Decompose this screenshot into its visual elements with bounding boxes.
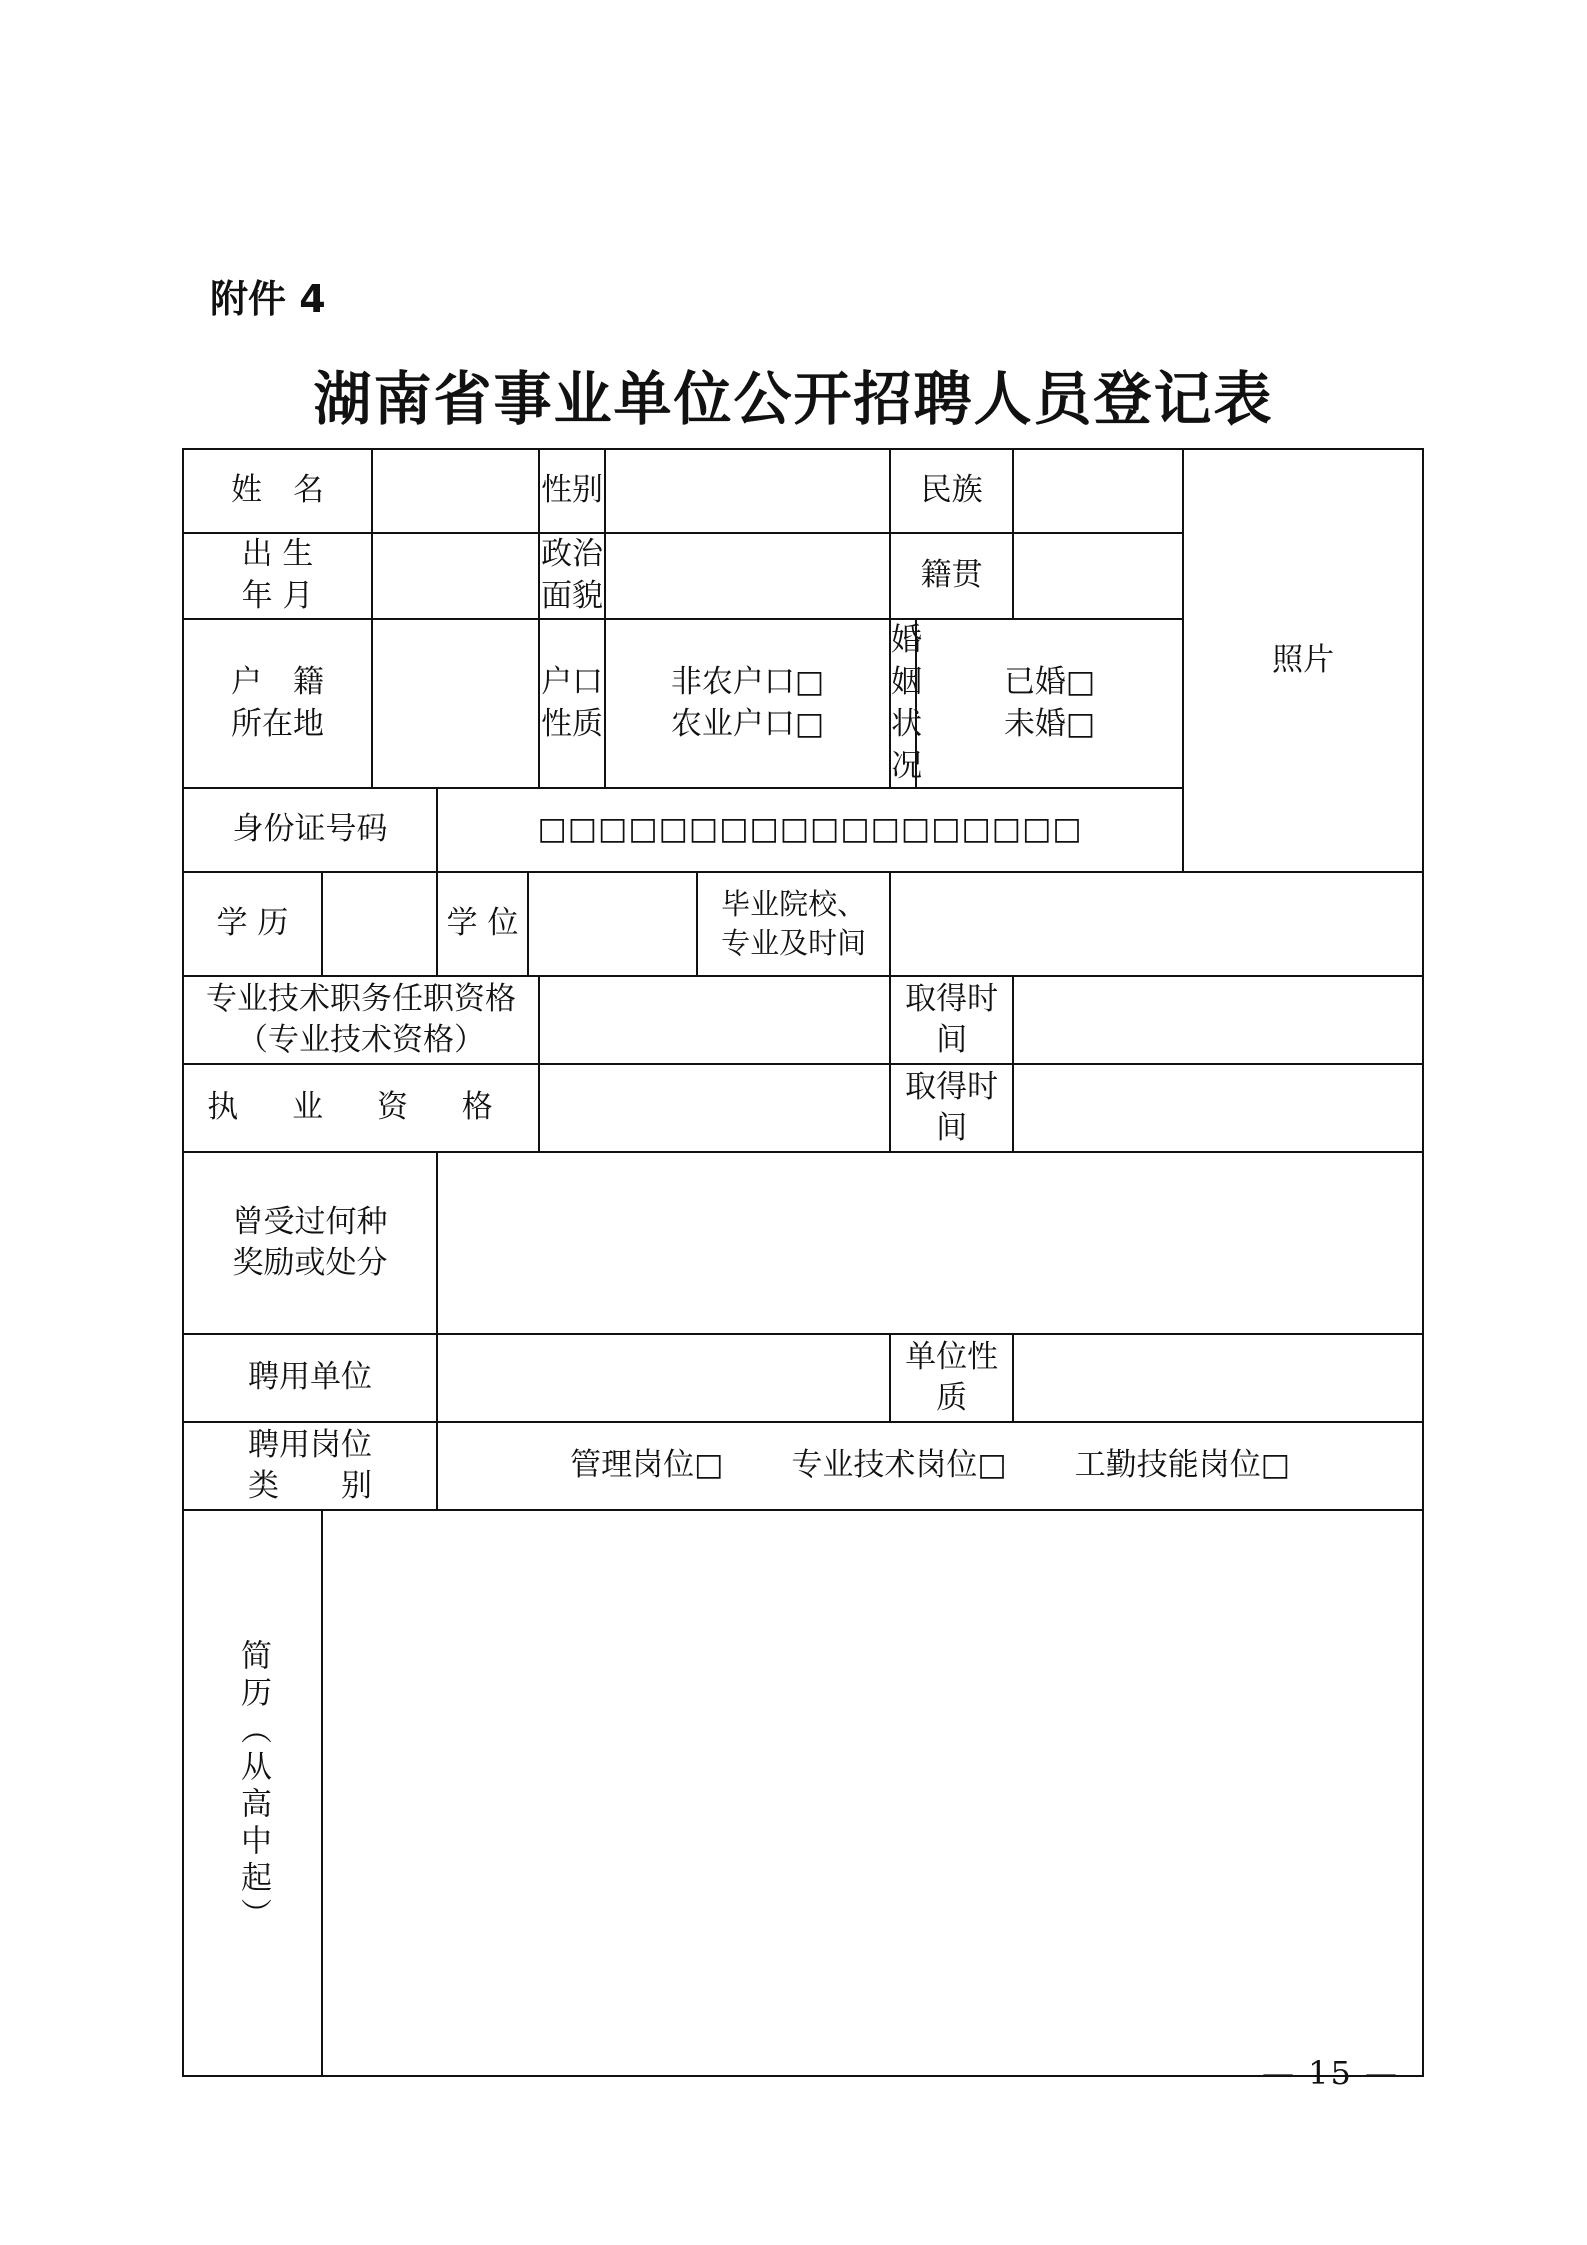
post-option-management[interactable]: 管理岗位□ xyxy=(570,1447,724,1484)
attachment-label: 附件 4 xyxy=(210,277,326,321)
rewards-field[interactable] xyxy=(437,1152,1423,1334)
obtain-time-label: 取得时间 xyxy=(890,976,1013,1064)
practice-qual-label: 执 业 资 格 xyxy=(183,1064,539,1152)
name-label: 姓 名 xyxy=(183,449,372,533)
ethnicity-label: 民族 xyxy=(890,449,1013,533)
name-field[interactable] xyxy=(372,449,539,533)
id-number-boxes: □□□□□□□□□□□□□□□□□□ xyxy=(537,811,1083,848)
obtain-time-field-2[interactable] xyxy=(1013,1064,1423,1152)
post-type-options[interactable] xyxy=(437,1422,1423,1510)
education-label: 学 历 xyxy=(183,872,322,976)
school-field[interactable] xyxy=(890,872,1423,976)
obtain-time-label-2: 取得时间 xyxy=(890,1064,1013,1152)
post-option-technical[interactable]: 专业技术岗位□ xyxy=(791,1447,1007,1484)
ethnicity-field[interactable] xyxy=(1013,449,1183,533)
photo-label: 照片 xyxy=(1272,641,1335,678)
degree-label: 学 位 xyxy=(437,872,528,976)
marital-label: 婚姻 状况 xyxy=(890,619,916,788)
marital-option-single[interactable]: 未婚□ xyxy=(1003,705,1096,742)
practice-qual-field[interactable] xyxy=(539,1064,890,1152)
gender-label: 性别 xyxy=(539,449,605,533)
school-label: 毕业院校、 专业及时间 xyxy=(697,872,890,976)
gender-field[interactable] xyxy=(605,449,890,533)
marital-options[interactable] xyxy=(916,619,1183,788)
political-label: 政治 面貌 xyxy=(539,533,605,619)
form-title: 湖南省事业单位公开招聘人员登记表 xyxy=(313,365,1274,433)
huji-field[interactable] xyxy=(372,619,539,788)
title-qual-field[interactable] xyxy=(539,976,890,1064)
employer-nature-label: 单位性质 xyxy=(890,1334,1013,1422)
birth-field[interactable] xyxy=(372,533,539,619)
native-place-label: 籍贯 xyxy=(890,533,1013,619)
resume-field[interactable] xyxy=(322,1510,1423,2076)
registration-form-table xyxy=(182,448,1424,2077)
title-qual-label: 专业技术职务任职资格 （专业技术资格） xyxy=(183,976,539,1064)
degree-field[interactable] xyxy=(528,872,697,976)
post-option-skilled[interactable]: 工勤技能岗位□ xyxy=(1074,1447,1290,1484)
obtain-time-field[interactable] xyxy=(1013,976,1423,1064)
employer-label: 聘用单位 xyxy=(183,1334,437,1422)
education-field[interactable] xyxy=(322,872,437,976)
photo-box[interactable] xyxy=(1183,449,1423,872)
political-field[interactable] xyxy=(605,533,890,619)
resume-label: 简历（从高中起） xyxy=(183,1510,322,2076)
employer-nature-field[interactable] xyxy=(1013,1334,1423,1422)
birth-label: 出 生 年 月 xyxy=(183,533,372,619)
marital-option-married[interactable]: 已婚□ xyxy=(1003,663,1096,700)
hukou-options[interactable] xyxy=(605,619,890,788)
post-type-label: 聘用岗位 类 别 xyxy=(183,1422,437,1510)
id-number-field[interactable] xyxy=(437,788,1183,872)
rewards-label: 曾受过何种 奖励或处分 xyxy=(183,1152,437,1334)
native-place-field[interactable] xyxy=(1013,533,1183,619)
huji-label: 户 籍 所在地 xyxy=(183,619,372,788)
hukou-option-nonagri[interactable]: 非农户口□ xyxy=(670,663,825,700)
employer-field[interactable] xyxy=(437,1334,890,1422)
hukou-option-agri[interactable]: 农业户口□ xyxy=(670,705,825,742)
id-number-label: 身份证号码 xyxy=(183,788,437,872)
page-number: — 15 — xyxy=(1261,2054,1399,2092)
hukou-label: 户口 性质 xyxy=(539,619,605,788)
